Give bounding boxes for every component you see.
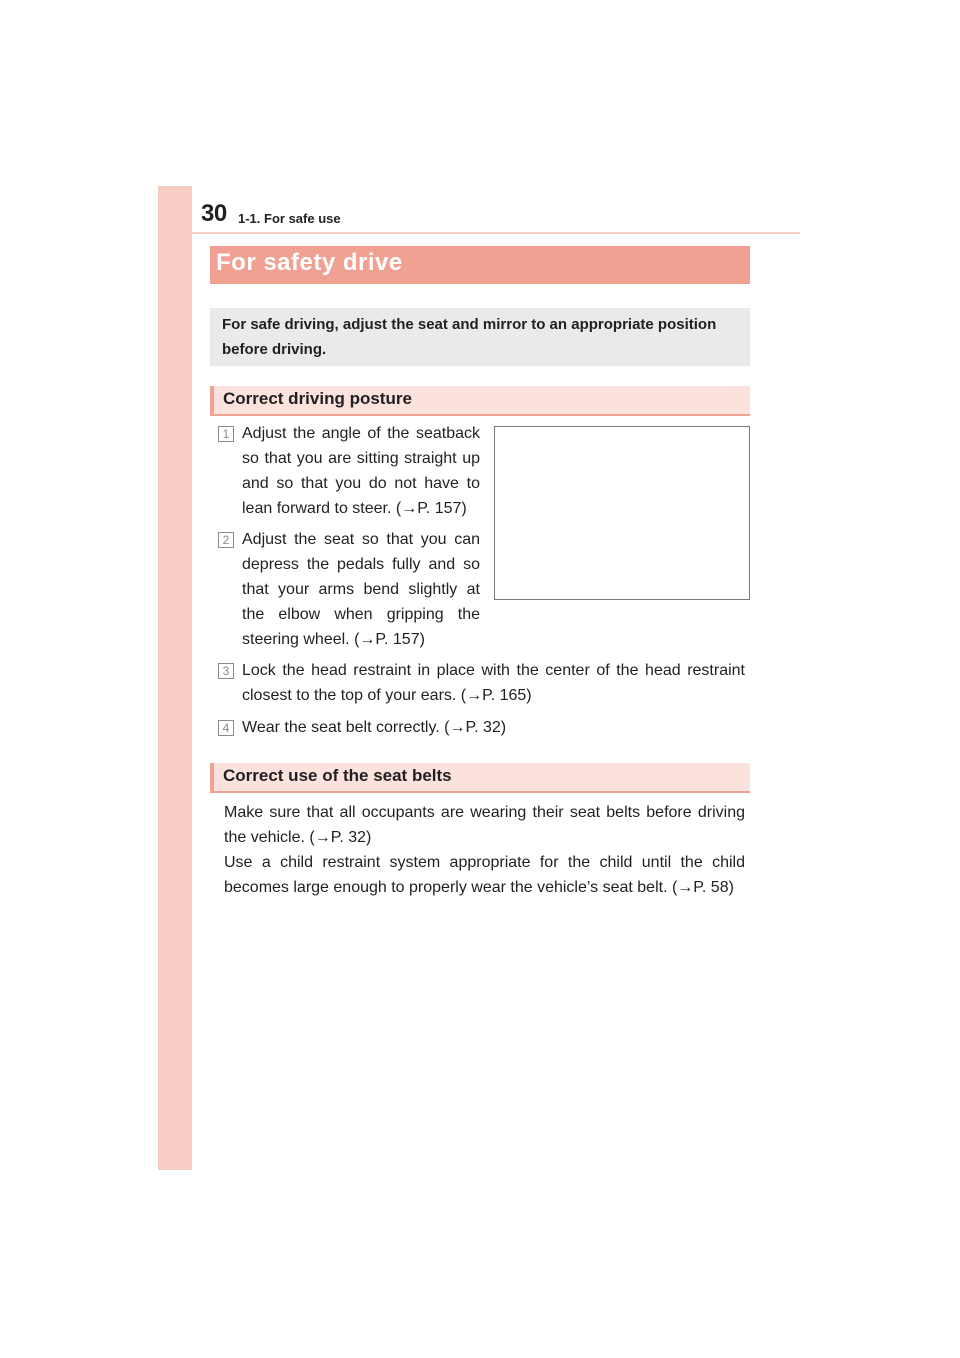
posture-heading-bar: [210, 386, 750, 416]
section-label: 1-1. For safe use: [238, 211, 341, 226]
chapter-tab-band: [158, 186, 192, 1170]
header-divider: [192, 232, 800, 234]
step-2-badge: 2: [218, 532, 234, 548]
seatbelt-paragraph-1: Make sure that all occupants are wearing their seat belts before driving the vehicle. (→P. 32): [224, 804, 745, 846]
page-number: 30: [201, 200, 227, 227]
seatbelt-heading-bar: [210, 763, 750, 793]
step-1-text: Adjust the angle of the seatback so that you are sitting straight up and so that you do not have to lean forward to steer. (→P. 157): [242, 425, 480, 517]
page-title-bar: [210, 246, 750, 284]
step-2-text: Adjust the seat so that you can depress the pedals fully and so that your arms bend slightly at the elbow when gripping the steering wheel. (→P. 157): [242, 531, 480, 648]
step-3-badge: 3: [218, 663, 234, 679]
driving-posture-figure: [494, 426, 750, 600]
seatbelt-paragraph-2: Use a child restraint system appropriate for the child until the child becomes large enough to properly wear the vehicle’s seat belt. (→P. 58): [224, 854, 745, 896]
page-title: For safety drive: [216, 249, 403, 276]
step-3-text: Lock the head restraint in place with the center of the head restraint closest to the top of your ears. (→P. 165): [242, 662, 745, 704]
intro-text: For safe driving, adjust the seat and mirror to an appropriate position before driving.: [222, 316, 717, 358]
intro-box: [210, 308, 750, 366]
seatbelt-heading: Correct use of the seat belts: [223, 766, 452, 785]
posture-heading: Correct driving posture: [223, 389, 412, 408]
step-4-badge: 4: [218, 720, 234, 736]
step-4-text: Wear the seat belt correctly. (→P. 32): [242, 719, 507, 736]
step-1-badge: 1: [218, 426, 234, 442]
